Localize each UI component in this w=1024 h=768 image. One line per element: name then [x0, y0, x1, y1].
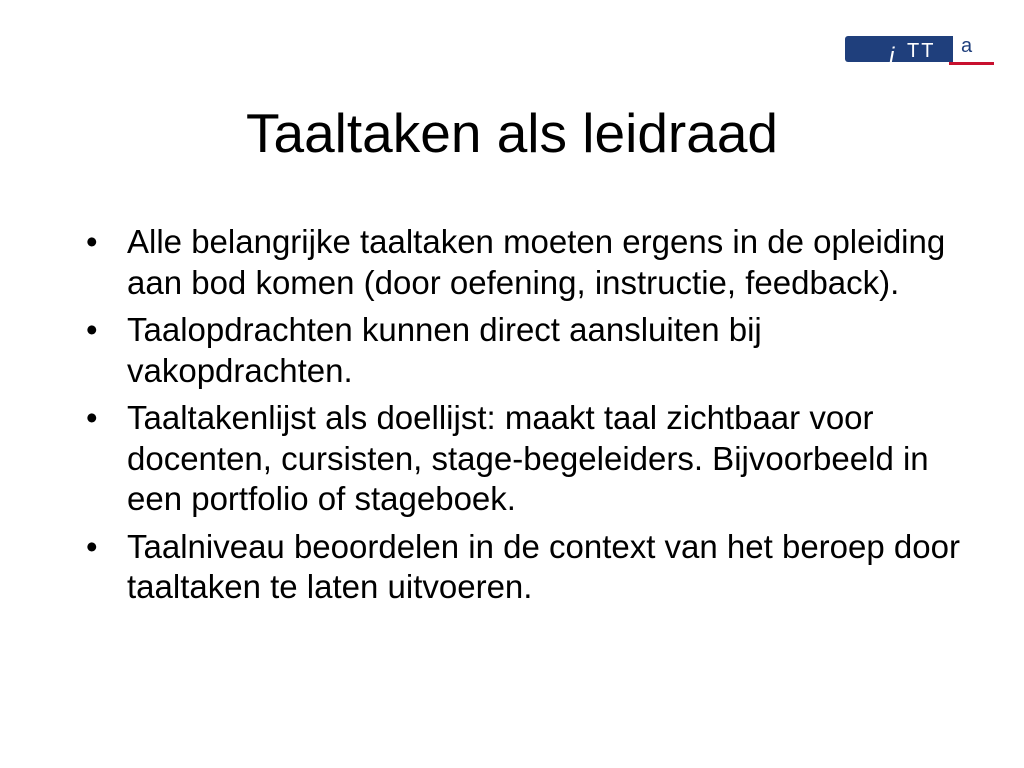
bullet-marker: • [86, 311, 98, 348]
bullet-text: Taalniveau beoordelen in de context van het beroep door taaltaken te laten uitvoeren. [127, 527, 960, 605]
svg-text:i: i [889, 43, 895, 68]
bullet-marker: • [86, 399, 98, 436]
bullet-text: Taaltakenlijst als doellijst: maakt taal zichtbaar voor docenten, cursisten, stage-begeleiders. Bijvoorbeeld in een portfolio of stageboek. [127, 399, 929, 517]
bullet-text: Taalopdrachten kunnen direct aansluiten bij vakopdrachten. [127, 311, 762, 389]
svg-text:TT: TT [907, 40, 936, 62]
bullet-marker: • [86, 527, 98, 565]
bullet-item [83, 527, 963, 608]
bullet-item [83, 310, 963, 391]
bullet-text: Alle belangrijke taaltaken moeten ergens in de opleiding aan bod komen (door oefening, instructie, feedback). [127, 223, 946, 301]
slide-title: Taaltaken als leidraad [245, 102, 778, 164]
bullet-marker: • [86, 223, 98, 260]
itta-logo [845, 34, 994, 68]
bullet-list [83, 222, 963, 615]
svg-text:a: a [961, 35, 973, 57]
bullet-item [83, 222, 963, 303]
bullet-item [83, 398, 963, 520]
